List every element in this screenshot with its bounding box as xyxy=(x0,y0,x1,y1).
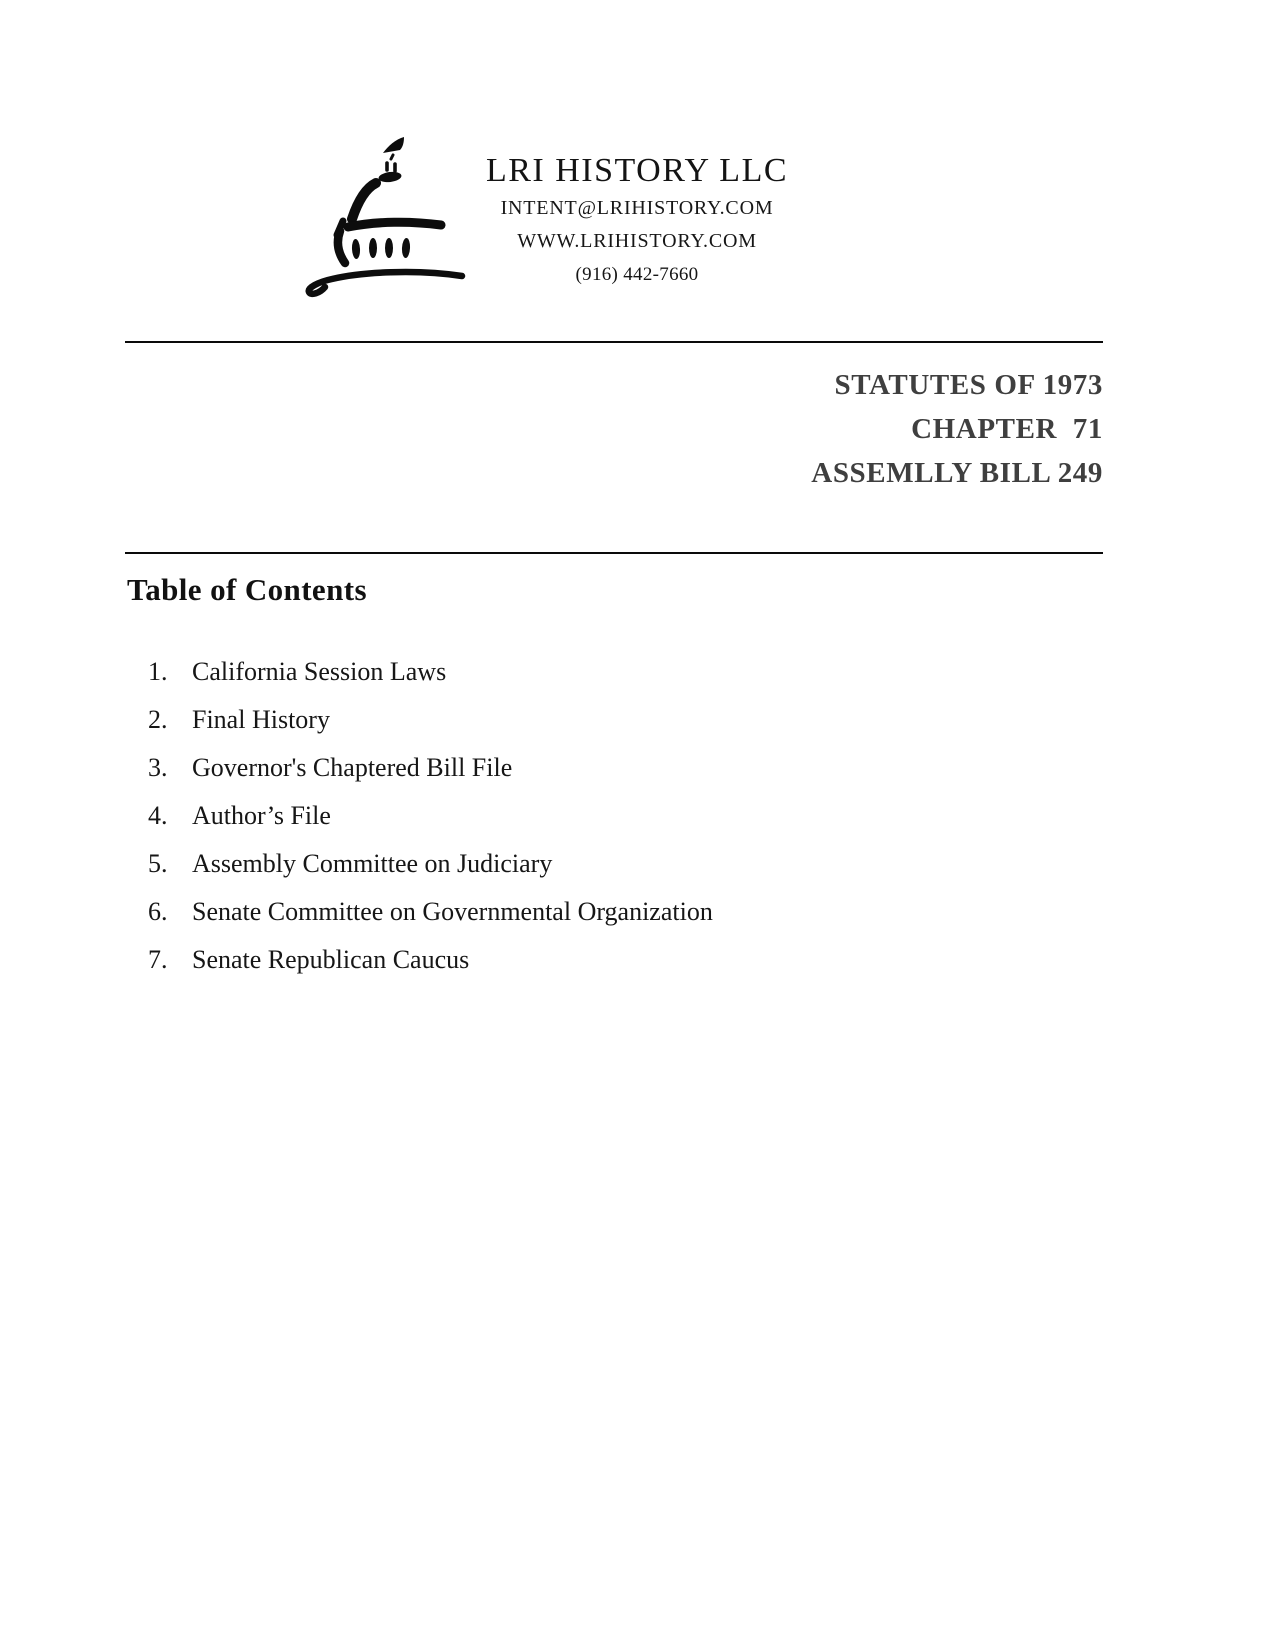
toc-item-number: 4. xyxy=(148,801,168,830)
toc-item xyxy=(148,888,1048,936)
toc-item-number: 3. xyxy=(148,753,168,782)
toc-item-label: Governor's Chaptered Bill File xyxy=(192,753,513,782)
toc-item-label: California Session Laws xyxy=(192,657,447,686)
toc-item-number: 2. xyxy=(148,705,168,734)
horizontal-rule-top xyxy=(125,341,1103,343)
toc-item-number: 5. xyxy=(148,849,168,878)
toc-item xyxy=(148,936,1048,984)
company-website: WWW.LRIHISTORY.COM xyxy=(517,230,757,252)
toc-item xyxy=(148,792,1048,840)
toc-item-label: Final History xyxy=(192,705,330,734)
toc-item-number: 1. xyxy=(148,657,168,686)
bill-line: ASSEMLLY BILL 249 xyxy=(811,457,1103,489)
toc-item xyxy=(148,696,1048,744)
document-heading xyxy=(125,363,1103,495)
statutes-line: STATUTES OF 1973 xyxy=(834,369,1103,401)
company-email: INTENT@LRIHISTORY.COM xyxy=(500,197,774,219)
toc-item-number: 6. xyxy=(148,897,168,926)
toc-item-label: Senate Republican Caucus xyxy=(192,945,470,974)
toc-item-label: Senate Committee on Governmental Organization xyxy=(192,897,713,926)
company-name: LRI HISTORY LLC xyxy=(485,152,789,189)
chapter-line: CHAPTER 71 xyxy=(911,413,1103,445)
toc-item xyxy=(148,840,1048,888)
toc-list xyxy=(148,648,1048,984)
toc-item xyxy=(148,648,1048,696)
horizontal-rule-bottom xyxy=(125,552,1103,554)
letterhead xyxy=(437,150,837,291)
toc-item-label: Assembly Committee on Judiciary xyxy=(192,849,553,878)
toc-item-number: 7. xyxy=(148,945,168,974)
toc-title: Table of Contents xyxy=(127,572,367,607)
toc-item xyxy=(148,744,1048,792)
company-phone: (916) 442-7660 xyxy=(575,264,699,285)
toc-item-label: Author’s File xyxy=(192,801,331,830)
